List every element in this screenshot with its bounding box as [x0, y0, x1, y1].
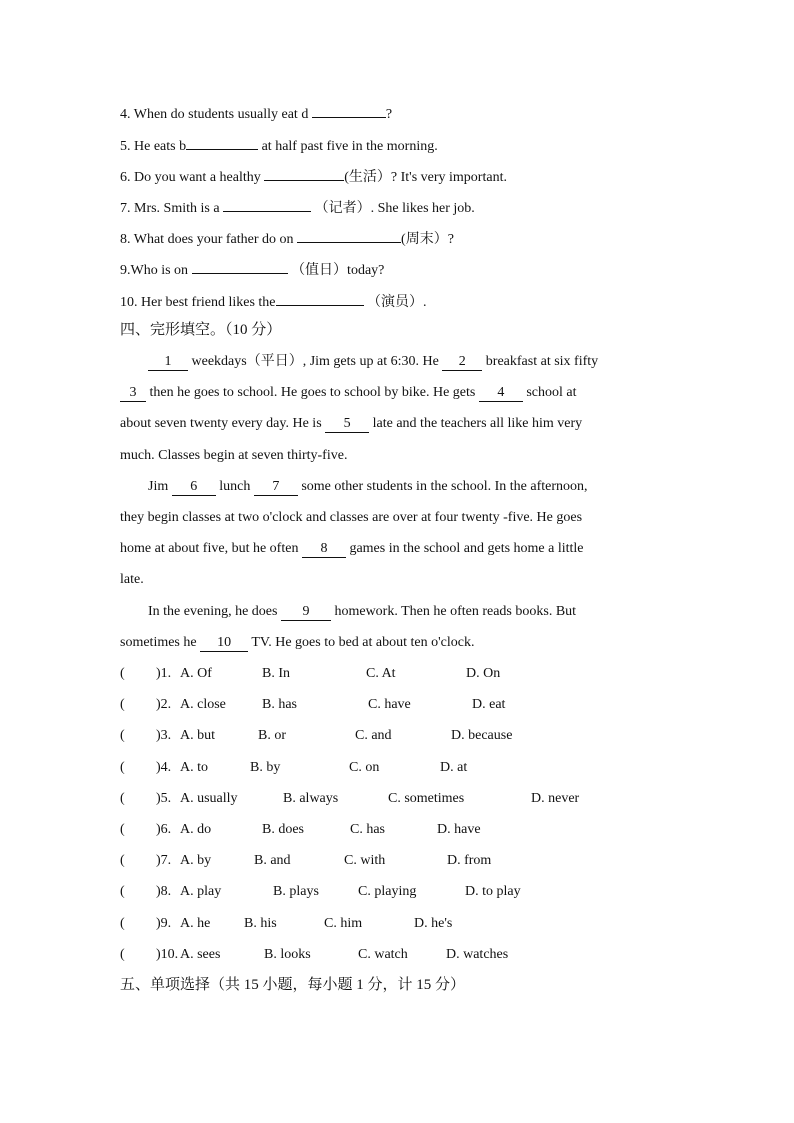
- answer-blank[interactable]: [297, 227, 401, 243]
- passage-line: [148, 477, 673, 497]
- question-6: [120, 165, 507, 188]
- question-number: )1.: [156, 666, 172, 681]
- answer-paren[interactable]: (: [120, 666, 125, 681]
- option-b[interactable]: B. has: [262, 697, 297, 713]
- option-c[interactable]: C. sometimes: [388, 790, 465, 806]
- option-a[interactable]: A. usually: [180, 790, 238, 806]
- option-b[interactable]: B. by: [250, 759, 281, 775]
- option-c[interactable]: C. watch: [358, 946, 408, 962]
- option-b[interactable]: B. and: [254, 853, 291, 869]
- passage-text: weekdays（平日）, Jim gets up at 6:30. He: [191, 354, 439, 369]
- passage-line: late.: [120, 572, 144, 587]
- answer-blank[interactable]: [312, 102, 386, 118]
- blank-3: 3: [120, 385, 146, 402]
- question-7: [120, 196, 475, 219]
- option-c[interactable]: C. playing: [358, 884, 417, 900]
- passage-line: [120, 539, 673, 559]
- passage-text: sometimes he: [120, 635, 197, 650]
- question-8-text: 8. What does your father do on: [120, 232, 298, 247]
- passage-text: lunch: [219, 479, 251, 494]
- question-4-text: 4. When do students usually eat d: [120, 107, 312, 122]
- option-d[interactable]: D. have: [437, 822, 481, 837]
- passage-text: TV. He goes to bed at about ten o'clock.: [251, 635, 475, 650]
- blank-2: 2: [442, 354, 482, 371]
- option-a[interactable]: A. he: [180, 915, 211, 931]
- question-6-text: 6. Do you want a healthy: [120, 170, 265, 185]
- option-d[interactable]: D. watches: [446, 946, 509, 962]
- blank-4: 4: [479, 385, 523, 402]
- blank-10: 10: [200, 635, 248, 652]
- question-6-end: (生活）? It's very important.: [344, 170, 507, 185]
- passage-text: some other students in the school. In the afternoon,: [301, 479, 588, 494]
- blank-5: 5: [325, 416, 369, 433]
- question-9-text: 9.Who is on: [120, 263, 192, 278]
- option-b[interactable]: B. or: [258, 728, 286, 744]
- passage-text: school at: [526, 385, 577, 400]
- option-d[interactable]: D. because: [451, 728, 513, 744]
- answer-paren[interactable]: (: [120, 790, 125, 806]
- question-10-text: 10. Her best friend likes the: [120, 295, 276, 310]
- question-7-end: （记者）. She likes her job.: [311, 201, 475, 216]
- option-a[interactable]: A. sees: [180, 946, 221, 962]
- option-d[interactable]: D. never: [531, 790, 580, 806]
- question-number: )7.: [156, 853, 172, 869]
- passage-text: Jim: [148, 479, 169, 494]
- blank-1: 1: [148, 354, 188, 371]
- option-d[interactable]: D. he's: [414, 915, 453, 931]
- answer-paren[interactable]: (: [120, 853, 125, 869]
- question-5-end: at half past five in the morning.: [258, 139, 438, 154]
- passage-line: [120, 383, 673, 403]
- answer-paren[interactable]: (: [120, 946, 125, 962]
- option-c[interactable]: C. with: [344, 853, 386, 869]
- passage-line: [120, 414, 673, 434]
- question-8-end: (周末）?: [401, 232, 454, 247]
- question-number: )8.: [156, 884, 172, 900]
- question-10-end: （演员）.: [363, 295, 427, 310]
- option-a[interactable]: A. to: [180, 759, 208, 775]
- option-c[interactable]: C. him: [324, 915, 363, 931]
- option-a[interactable]: A. but: [180, 728, 215, 744]
- question-number: )10.: [156, 946, 179, 962]
- passage-line: much. Classes begin at seven thirty-five.: [120, 448, 348, 463]
- passage-line: [148, 602, 673, 622]
- passage-line: they begin classes at two o'clock and classes are over at four twenty -five. He goes: [120, 510, 583, 525]
- answer-paren[interactable]: (: [120, 728, 125, 744]
- answer-paren[interactable]: (: [120, 759, 125, 775]
- question-number: )9.: [156, 915, 172, 931]
- option-b[interactable]: B. looks: [264, 946, 311, 962]
- option-c[interactable]: C. have: [368, 697, 411, 713]
- option-d[interactable]: D. from: [447, 853, 492, 869]
- passage-line: [120, 633, 673, 653]
- option-d[interactable]: D. at: [440, 759, 468, 775]
- passage-text: breakfast at six fifty: [485, 354, 599, 369]
- option-a[interactable]: A. do: [180, 822, 212, 837]
- question-number: )2.: [156, 697, 172, 713]
- question-5: [120, 134, 438, 157]
- answer-blank[interactable]: [186, 134, 258, 150]
- passage-text: In the evening, he does: [148, 604, 278, 619]
- question-10: [120, 290, 427, 313]
- option-b[interactable]: B. does: [262, 822, 304, 837]
- blank-6: 6: [172, 479, 216, 496]
- option-c[interactable]: C. has: [350, 822, 385, 837]
- option-d[interactable]: D. eat: [472, 697, 506, 713]
- question-number: )5.: [156, 790, 172, 806]
- question-number: )3.: [156, 728, 172, 744]
- passage-text: about seven twenty every day. He is: [120, 416, 322, 431]
- option-c[interactable]: C. and: [355, 728, 392, 744]
- passage-text: home at about five, but he often: [120, 541, 299, 556]
- question-4-end: ?: [385, 107, 393, 122]
- answer-blank[interactable]: [276, 290, 364, 306]
- option-a[interactable]: A. play: [180, 884, 222, 900]
- question-9-end: （值日）today?: [287, 263, 385, 278]
- answer-blank[interactable]: [223, 196, 311, 212]
- question-5-text: 5. He eats b: [120, 139, 187, 154]
- passage-text: homework. Then he often reads books. But: [334, 604, 577, 619]
- option-b[interactable]: B. plays: [273, 884, 319, 900]
- blank-8: 8: [302, 541, 346, 558]
- option-a[interactable]: A. by: [180, 853, 212, 869]
- answer-paren[interactable]: (: [120, 697, 125, 713]
- option-b[interactable]: B. his: [244, 915, 277, 931]
- answer-paren[interactable]: (: [120, 884, 125, 900]
- question-7-text: 7. Mrs. Smith is a: [120, 201, 224, 216]
- option-c[interactable]: C. At: [366, 666, 396, 681]
- section-5-title: 五、单项选择（共 15 小题，每小题 1 分，计 15 分）: [120, 977, 466, 993]
- option-b[interactable]: B. In: [262, 666, 290, 681]
- option-b[interactable]: B. always: [283, 790, 339, 806]
- question-number: )6.: [156, 822, 172, 837]
- question-number: )4.: [156, 759, 172, 775]
- answer-paren[interactable]: (: [120, 915, 125, 931]
- option-d[interactable]: D. On: [466, 666, 501, 681]
- question-9: [120, 258, 384, 281]
- passage-text: then he goes to school. He goes to school by bike. He gets: [149, 385, 476, 400]
- option-a[interactable]: A. close: [180, 697, 226, 713]
- passage-line: [148, 352, 673, 372]
- passage-text: late and the teachers all like him very: [372, 416, 583, 431]
- blank-7: 7: [254, 479, 298, 496]
- option-c[interactable]: C. on: [349, 759, 380, 775]
- answer-paren[interactable]: (: [120, 822, 125, 837]
- answer-blank[interactable]: [192, 258, 288, 274]
- blank-9: 9: [281, 604, 331, 621]
- question-8: [120, 227, 454, 250]
- section-4-title: 四、完形填空。（10 分）: [120, 322, 282, 338]
- option-a[interactable]: A. Of: [180, 666, 212, 681]
- passage-text: games in the school and gets home a little: [349, 541, 584, 556]
- answer-blank[interactable]: [264, 165, 344, 181]
- option-d[interactable]: D. to play: [465, 884, 521, 900]
- question-4: [120, 102, 392, 125]
